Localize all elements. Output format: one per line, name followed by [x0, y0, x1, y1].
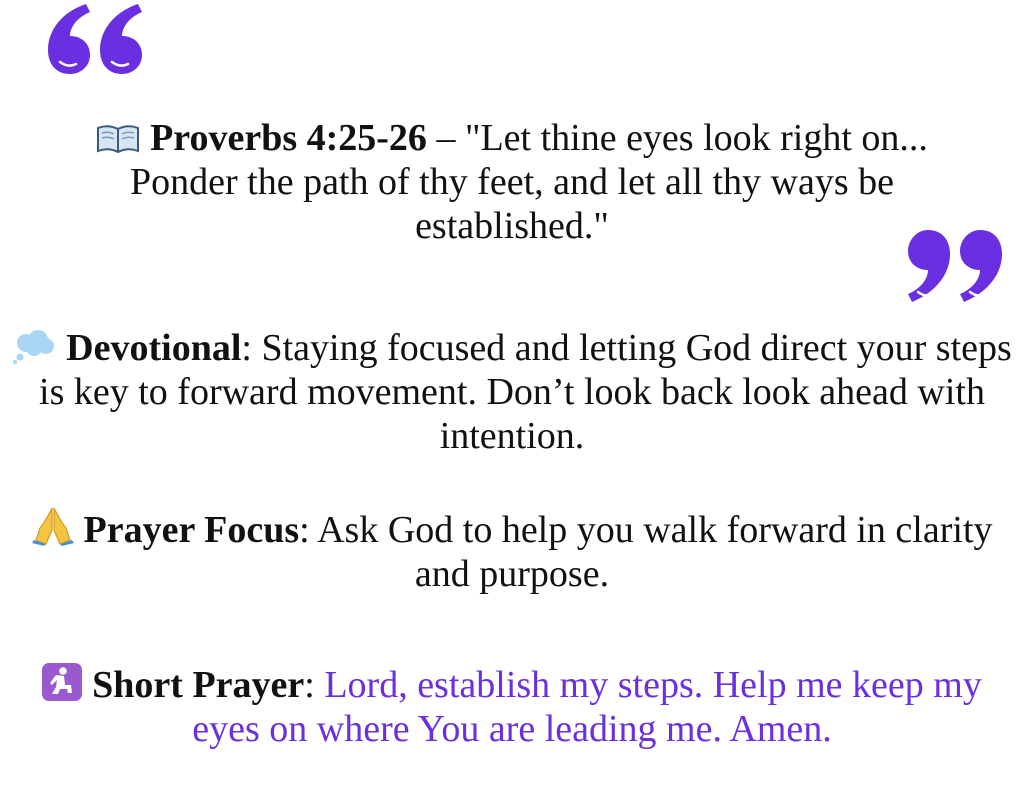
thought-bubble-icon: [12, 330, 56, 364]
devotional-text: : Staying focused and letting God direct your steps is key to forward movement. Don’t look back look ahead with intention.: [39, 327, 1012, 457]
short-prayer-text: Lord, establish my steps. Help me keep my eyes on where You are leading me. Amen.: [192, 664, 982, 750]
kneeling-person-icon: [42, 663, 82, 701]
book-icon: [96, 124, 140, 154]
praying-hands-icon: [32, 506, 74, 546]
prayer-focus-label: Prayer Focus: [83, 509, 300, 551]
devotional-paragraph: [0, 326, 1024, 458]
scripture-separator: –: [426, 117, 465, 159]
short-prayer-colon: :: [304, 664, 325, 706]
scripture-text: "Let thine eyes look right on... Ponder the path of thy feet, and let all thy ways be established.": [129, 117, 928, 247]
short-prayer-label: Short Prayer: [92, 664, 305, 706]
scripture-paragraph: [0, 116, 1024, 248]
devotional-label: Devotional: [66, 327, 242, 369]
scripture-reference: Proverbs 4:25-26: [150, 117, 427, 159]
prayer-focus-paragraph: [0, 506, 1024, 596]
open-quote-icon: [46, 2, 146, 76]
short-prayer-paragraph: [0, 663, 1024, 751]
prayer-focus-text: : Ask God to help you walk forward in clarity and purpose.: [299, 509, 993, 595]
